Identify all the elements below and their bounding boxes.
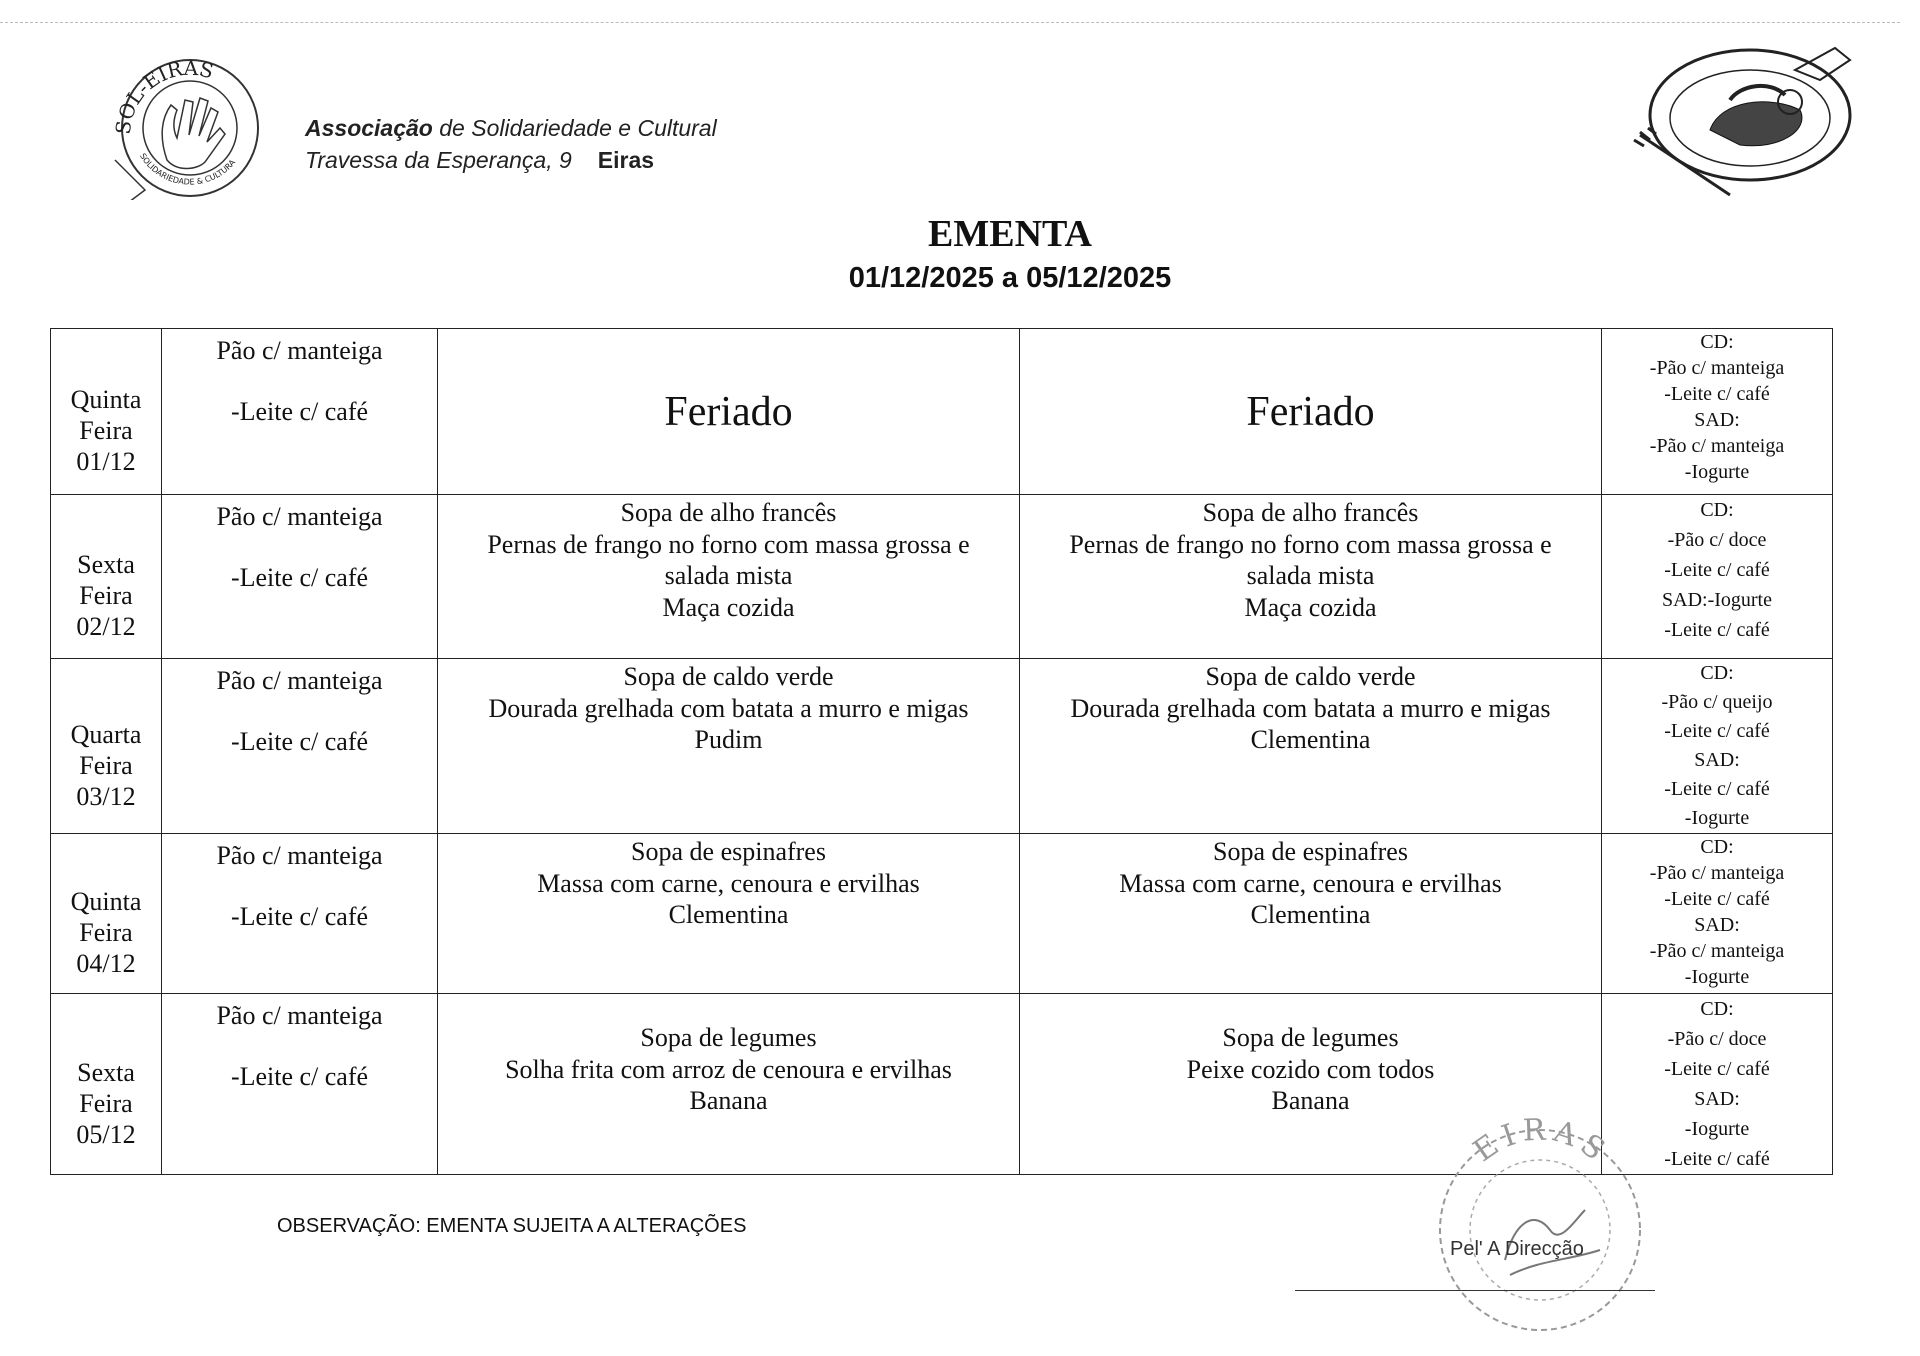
snack-cell: CD: -Pão c/ doce -Leite c/ café SAD: -Iogurte -Leite c/ café xyxy=(1602,994,1833,1175)
stamp-seal xyxy=(1410,1110,1670,1350)
lunch-cell: Sopa de legumes Solha frita com arroz de cenoura e ervilhas Banana xyxy=(438,994,1020,1175)
logo-top-text: SOL-EIRAS xyxy=(110,55,217,136)
page-title: EMENTA xyxy=(928,213,1092,255)
snack-cell: CD: -Pão c/ manteiga -Leite c/ café SAD: -Pão c/ manteiga -Iogurte xyxy=(1602,834,1833,994)
breakfast-cell: Pão c/ manteiga -Leite c/ café xyxy=(162,329,438,495)
breakfast-cell: Pão c/ manteiga -Leite c/ café xyxy=(162,994,438,1175)
lunch-cell: Sopa de espinafres Massa com carne, cenoura e ervilhas Clementina xyxy=(438,834,1020,994)
menu-row xyxy=(51,329,1833,495)
plate-icon xyxy=(1620,40,1860,210)
dinner-cell: Sopa de caldo verde Dourada grelhada com batata a murro e migas Clementina xyxy=(1020,659,1602,834)
dinner-cell: Sopa de alho francês Pernas de frango no forno com massa grossa e salada mista Maça cozida xyxy=(1020,495,1602,659)
breakfast-cell: Pão c/ manteiga -Leite c/ café xyxy=(162,659,438,834)
day-cell: Sexta Feira 05/12 xyxy=(51,994,162,1175)
breakfast-cell: Pão c/ manteiga -Leite c/ café xyxy=(162,495,438,659)
snack-cell: CD: -Pão c/ doce -Leite c/ café SAD:-Iogurte -Leite c/ café xyxy=(1602,495,1833,659)
association-logo xyxy=(105,50,275,200)
organization-header xyxy=(305,112,717,176)
menu-row xyxy=(51,659,1833,834)
stamp-text: EIRAS xyxy=(1467,1112,1616,1172)
org-town: Eiras xyxy=(597,147,655,173)
day-cell: Quarta Feira 03/12 xyxy=(51,659,162,834)
lunch-cell: Feriado xyxy=(438,329,1020,495)
day-cell: Quinta Feira 04/12 xyxy=(51,834,162,994)
day-cell: Sexta Feira 02/12 xyxy=(51,495,162,659)
lunch-cell: Sopa de alho francês Pernas de frango no forno com massa grossa e salada mista Maça cozida xyxy=(438,495,1020,659)
menu-table xyxy=(50,328,1833,1175)
observation-note: OBSERVAÇÃO: EMENTA SUJEITA A ALTERAÇÕES xyxy=(277,1215,747,1237)
dinner-cell: Feriado xyxy=(1020,329,1602,495)
breakfast-cell: Pão c/ manteiga -Leite c/ café xyxy=(162,834,438,994)
hand-icon xyxy=(162,98,225,169)
scan-top-line xyxy=(0,22,1900,23)
org-name-bold: Associação xyxy=(305,115,433,141)
date-range: 01/12/2025 a 05/12/2025 xyxy=(848,262,1172,294)
lunch-cell: Sopa de caldo verde Dourada grelhada com batata a murro e migas Pudim xyxy=(438,659,1020,834)
menu-row xyxy=(51,834,1833,994)
logo-bottom-text: SOLIDARIEDADE & CULTURA xyxy=(137,151,238,187)
menu-row xyxy=(51,495,1833,659)
org-address: Travessa da Esperança, 9 xyxy=(305,147,572,173)
day-cell: Quinta Feira 01/12 xyxy=(51,329,162,495)
knife-icon xyxy=(1795,48,1850,80)
signature-line xyxy=(1295,1290,1655,1291)
snack-cell: CD: -Pão c/ manteiga -Leite c/ café SAD: -Pão c/ manteiga -Iogurte xyxy=(1602,329,1833,495)
signature-label: Pel' A Direcção xyxy=(1450,1238,1584,1260)
dinner-cell: Sopa de legumes Peixe cozido com todos Banana xyxy=(1020,994,1602,1175)
org-name-rest: de Solidariedade e Cultural xyxy=(439,115,717,141)
svg-text:EIRAS xyxy=(1467,1113,1616,1172)
snack-cell: CD: -Pão c/ queijo -Leite c/ café SAD: -Leite c/ café -Iogurte xyxy=(1602,659,1833,834)
dinner-cell: Sopa de espinafres Massa com carne, cenoura e ervilhas Clementina xyxy=(1020,834,1602,994)
